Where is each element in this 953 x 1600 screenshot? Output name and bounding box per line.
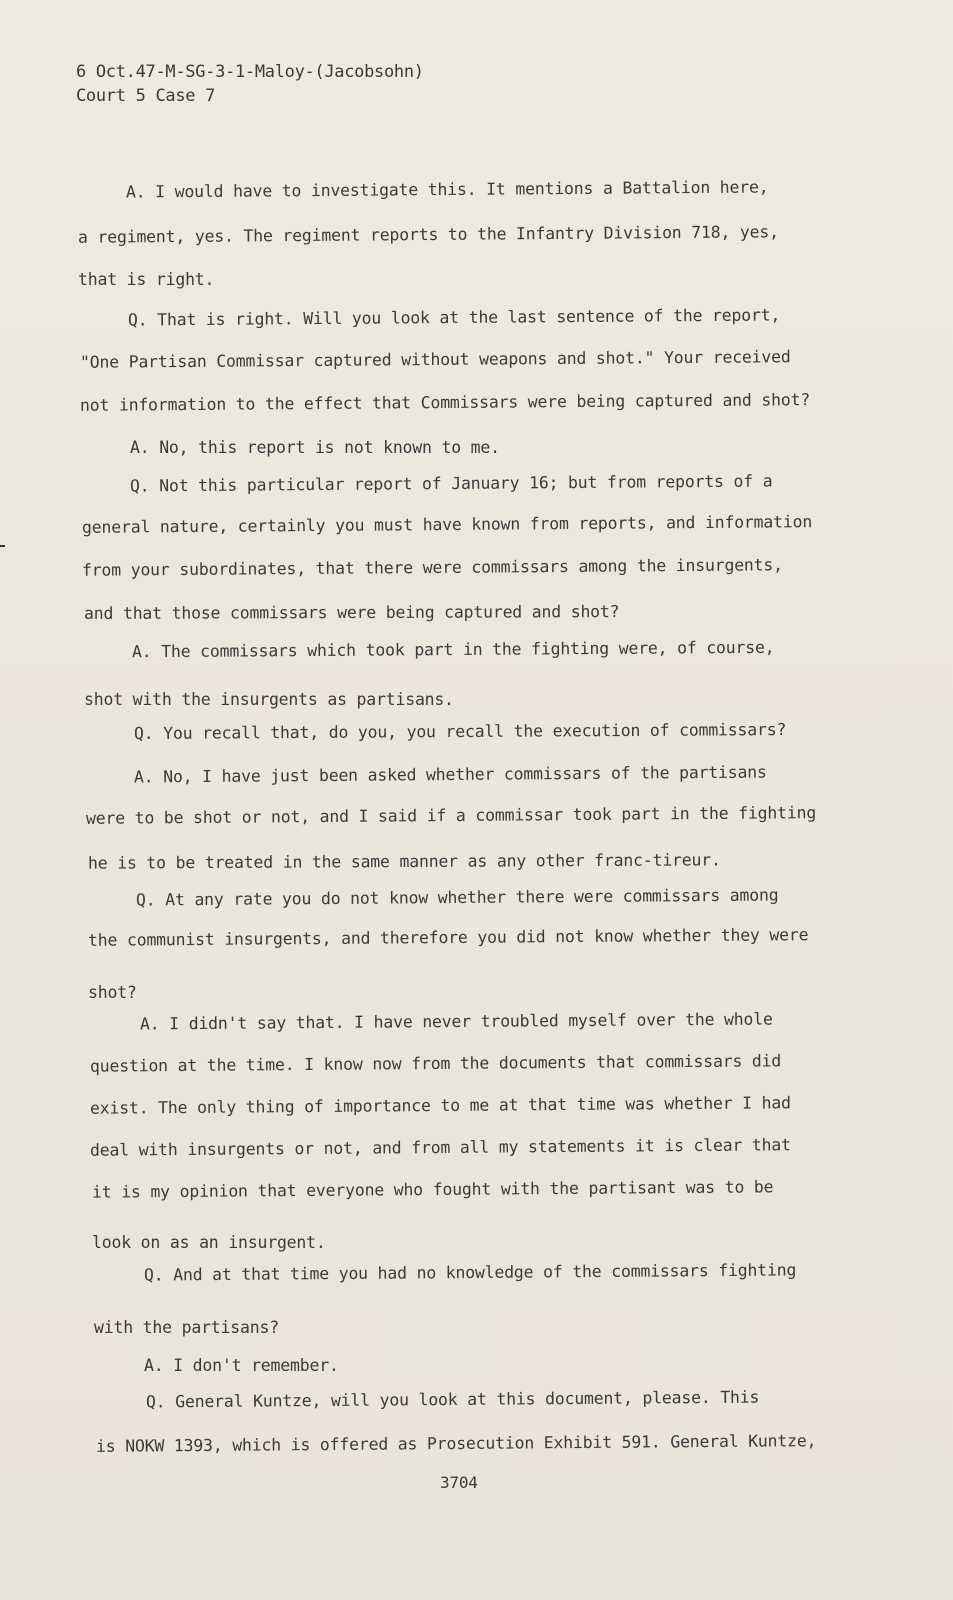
header-court-case: Court 5 Case 7 [76, 86, 216, 106]
transcript-line: exist. The only thing of importance to me at that time was whether I had [89, 1093, 791, 1118]
transcript-line: a regiment, yes. The regiment reports to the Infantry Division 718, yes, [77, 222, 779, 247]
header-reference: 6 Oct.47-M-SG-3-1-Maloy-(Jacobsohn) [76, 62, 424, 82]
transcript-line: general nature, certainly you must have known from reports, and information [81, 512, 813, 537]
transcript-line: A. The commissars which took part in the fighting were, of course, [131, 637, 775, 662]
transcript-line: Q. That is right. Will you look at the last sentence of the report, [127, 305, 781, 330]
transcript-line: it is my opinion that everyone who fought with the partisant was to be [91, 1177, 774, 1202]
transcript-line: and that those commissars were being captured and shot? [83, 602, 620, 623]
transcript-line: Q. Not this particular report of January 16; but from reports of a [129, 471, 773, 496]
transcript-line: question at the time. I know now from the documents that commissars did [89, 1051, 782, 1076]
transcript-line: is NOKW 1393, which is offered as Prosecution Exhibit 591. General Kuntze, [95, 1431, 817, 1456]
transcript-line: not information to the effect that Commissars were being captured and shot? [79, 390, 811, 415]
page-number: 3704 [440, 1473, 478, 1492]
transcript-line: A. I didn't say that. I have never troubled myself over the whole [139, 1009, 773, 1034]
document-header [76, 60, 424, 108]
transcript-line: the communist insurgents, and therefore you did not know whether they were [87, 925, 809, 950]
transcript-line: Q. And at that time you had no knowledge of the commissars fighting [143, 1260, 797, 1285]
transcript-line: A. No, this report is not known to me. [130, 438, 500, 457]
transcript-line: from your subordinates, that there were commissars among the insurgents, [81, 555, 783, 580]
transcript-line: look on as an insurgent. [92, 1233, 326, 1252]
transcript-line: shot with the insurgents as partisans. [84, 690, 454, 709]
transcript-line: Q. You recall that, do you, you recall the execution of commissars? [133, 720, 787, 743]
transcript-line: A. I would have to investigate this. It mentions a Battalion here, [125, 177, 769, 202]
transcript-line: that is right. [78, 270, 215, 289]
transcript-line: A. I don't remember. [144, 1356, 339, 1375]
transcript-line: Q. General Kuntze, will you look at this document, please. This [145, 1387, 760, 1412]
margin-mark [0, 545, 5, 547]
transcript-line: deal with insurgents or not, and from all my statements it is clear that [89, 1135, 791, 1160]
transcript-line: with the partisans? [94, 1318, 279, 1337]
transcript-line: were to be shot or not, and I said if a commissar took part in the fighting [85, 803, 817, 828]
transcript-line: Q. At any rate you do not know whether there were commissars among [135, 885, 779, 910]
transcript-line: "One Partisan Commissar captured without weapons and shot." Your received [79, 347, 791, 372]
transcript-line: shot? [88, 983, 137, 1002]
transcript-line: A. No, I have just been asked whether commissars of the partisans [133, 762, 767, 787]
transcript-line: he is to be treated in the same manner as any other franc-tireur. [87, 850, 721, 873]
